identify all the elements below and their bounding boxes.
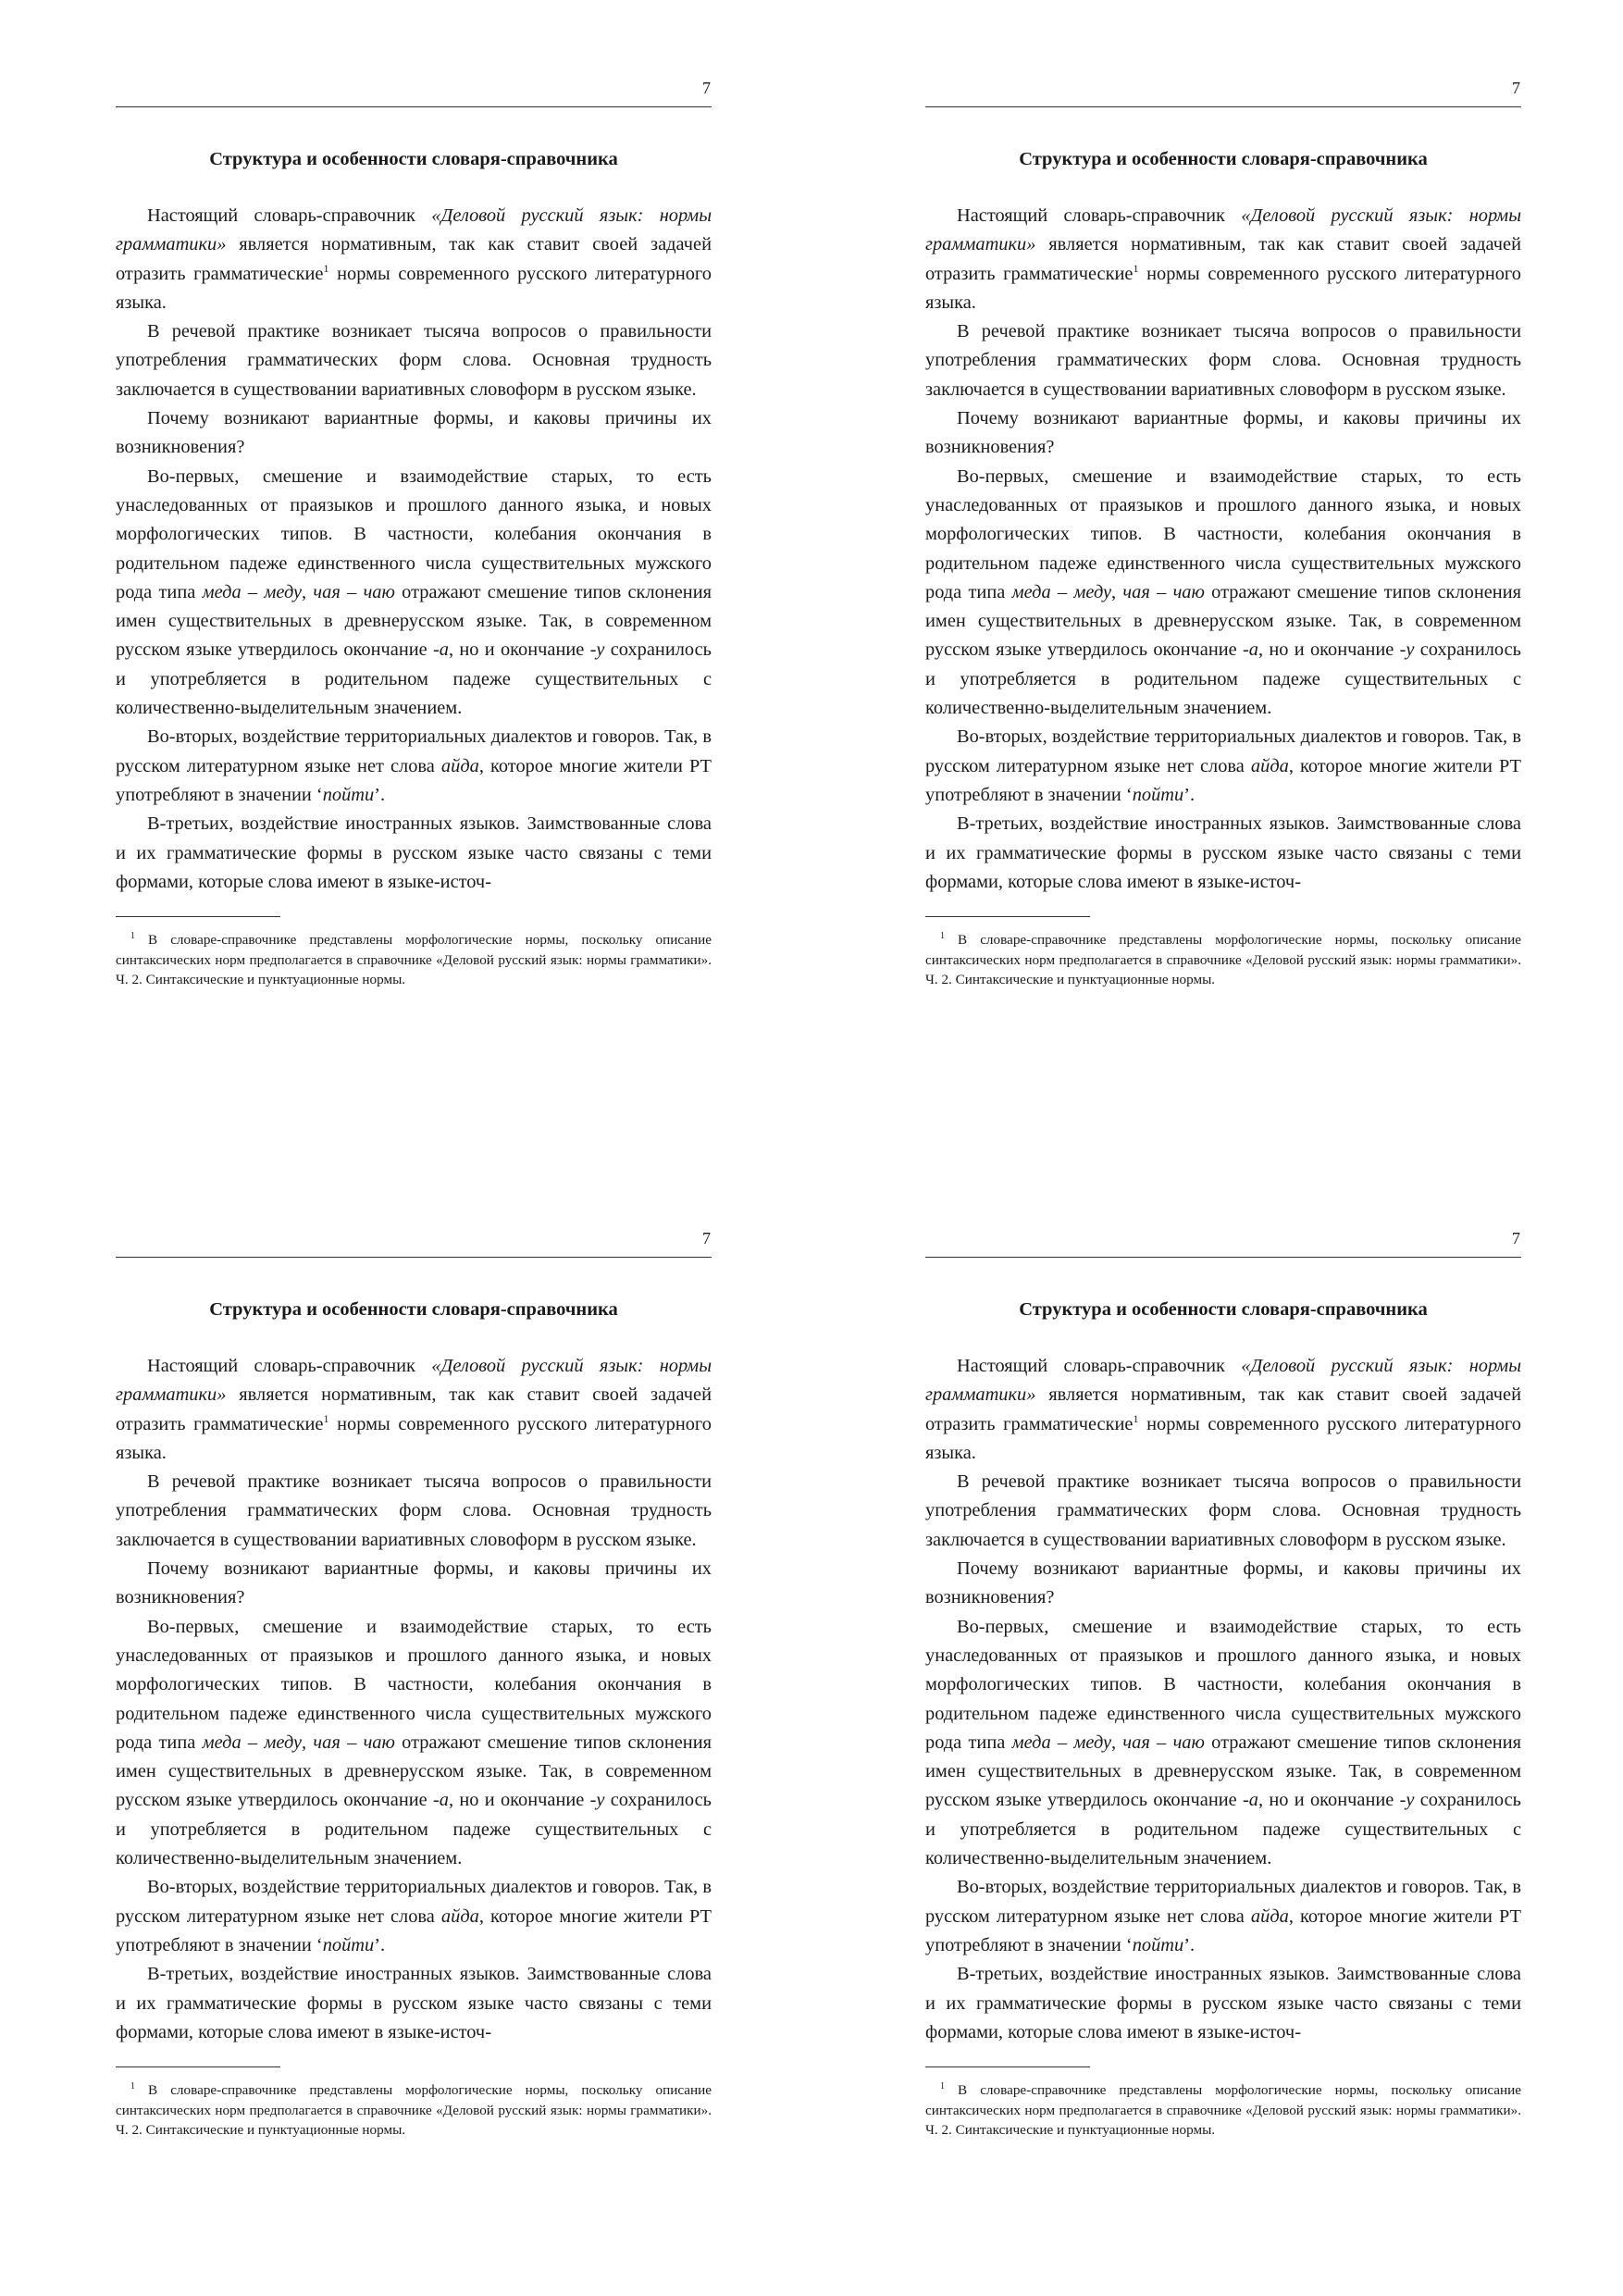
section-title: Структура и особенности словаря-справочника [1019, 1299, 1428, 1320]
italic-term: -у [1399, 639, 1415, 661]
paragraph [925, 1555, 1521, 1613]
paragraph [116, 1960, 712, 2047]
footnote-ref: 1 [1133, 1411, 1139, 1425]
text-run: отражают смешение типов склонения имен существительных в древнерусском языке. Так, в современном русском языке утвердилось окончание [925, 581, 1522, 661]
paragraph [925, 1873, 1521, 1960]
footnote-text: В словаре-справочнике представлены морфологические нормы, поскольку описание синтаксических норм предполагается в справочнике «Деловой русский язык: нормы грамматики». Ч. 2. Синтаксические и пунктуационные нормы. [116, 932, 712, 988]
italic-term: -а [433, 639, 449, 661]
text-run: В речевой практике возникает тысяча вопросов о правильности употребления грамматических форм слова. Основная трудность заключается в существовании вариативных словоформ в русском языке. [116, 321, 712, 400]
page-number: 7 [1512, 79, 1520, 97]
body-text [116, 1352, 712, 2047]
text-run: является нормативным, так как ставит своей задачей отразить грамматические [116, 234, 712, 284]
footnote-mark: 1 [130, 2081, 135, 2092]
italic-term: чая – чаю [1122, 581, 1205, 602]
page-top-right [925, 78, 1521, 990]
body-text [925, 1352, 1521, 2047]
page-top-left [116, 78, 712, 990]
section-title: Структура и особенности словаря-справочника [209, 1299, 618, 1320]
text-run: , [1111, 581, 1123, 602]
italic-term: чая – чаю [313, 581, 395, 602]
italic-term: меда – меду [1011, 581, 1112, 602]
text-run: , которое многие жители РТ употребляют в значении ‘ [925, 1905, 1522, 1955]
section-title: Структура и особенности словаря-справочника [209, 149, 618, 169]
italic-term: айда [1250, 1905, 1289, 1927]
text-run: Почему возникают вариантные формы, и каковы причины их возникновения? [925, 408, 1521, 458]
text-run: Почему возникают вариантные формы, и каковы причины их возникновения? [116, 1558, 712, 1608]
paragraph [925, 317, 1521, 404]
text-run: Во-первых, смешение и взаимодействие старых, то есть унаследованных от праязыков и прошлого данного языка, и новых морфологических типов. В частности, колебания окончания в родительном падеже единственного числа существительных мужского рода типа [116, 465, 712, 602]
footnote-text: В словаре-справочнике представлены морфологические нормы, поскольку описание синтаксических норм предполагается в справочнике «Деловой русский язык: нормы грамматики». Ч. 2. Синтаксические и пунктуационные нормы. [116, 2082, 712, 2139]
paragraph [925, 723, 1521, 810]
footnote-mark: 1 [940, 931, 945, 942]
footnote-rule [116, 916, 280, 917]
italic-term: меда – меду [202, 1731, 303, 1753]
paragraph [925, 202, 1521, 317]
italic-term: -у [1399, 1790, 1415, 1811]
paragraph [116, 463, 712, 724]
page-number: 7 [1512, 1229, 1520, 1247]
italic-term: «Деловой русский язык: нормы грамматики» [925, 205, 1522, 255]
text-run: нормы современного русского литературного языка. [116, 263, 712, 313]
paragraph [925, 1960, 1521, 2047]
footnote-text: В словаре-справочнике представлены морфологические нормы, поскольку описание синтаксических норм предполагается в справочнике «Деловой русский язык: нормы грамматики». Ч. 2. Синтаксические и пунктуационные нормы. [925, 2082, 1521, 2139]
text-run: ’. [374, 784, 386, 805]
paragraph [116, 810, 712, 897]
paragraph [116, 317, 712, 404]
text-run: сохранилось и употребляется в родительном падеже существительных с количественно-выделительным значением. [925, 639, 1521, 719]
text-run: сохранилось и употребляется в родительном падеже существительных с количественно-выделительным значением. [116, 1790, 712, 1869]
text-run: , [1111, 1731, 1123, 1753]
paragraph [116, 202, 712, 317]
page-number: 7 [702, 79, 711, 97]
text-run: ’. [1183, 1934, 1196, 1955]
text-run: Настоящий словарь-справочник [957, 1356, 1242, 1376]
footnote-text: В словаре-справочнике представлены морфологические нормы, поскольку описание синтаксических норм предполагается в справочнике «Деловой русский язык: нормы грамматики». Ч. 2. Синтаксические и пунктуационные нормы. [925, 932, 1521, 988]
text-run: Во-вторых, воздействие территориальных диалектов и говоров. Так, в русском литературном языке нет слова [925, 1877, 1521, 1927]
paragraph [116, 723, 712, 810]
page-bottom-left [116, 1228, 712, 2141]
footnote [116, 930, 712, 990]
text-run: ’. [374, 1934, 386, 1955]
text-run: В-третьих, воздействие иностранных языков. Заимствованные слова и их грамматические формы в русском языке часто связаны с теми формами, которые слова имеют в языке-источ- [925, 813, 1521, 892]
header-rule [925, 106, 1521, 107]
italic-term: меда – меду [1011, 1731, 1112, 1753]
text-run: , которое многие жители РТ употребляют в значении ‘ [116, 1905, 712, 1955]
italic-term: пойти [1132, 784, 1184, 805]
text-run: сохранилось и употребляется в родительном падеже существительных с количественно-выделительным значением. [116, 639, 712, 719]
footnote-ref: 1 [323, 261, 329, 275]
italic-term: пойти [1132, 1934, 1184, 1955]
paragraph [116, 1555, 712, 1613]
text-run: является нормативным, так как ставит своей задачей отразить грамматические [116, 1384, 712, 1434]
header-rule [116, 106, 712, 107]
italic-term: -а [433, 1790, 449, 1811]
text-run: , но и окончание [449, 1790, 590, 1811]
footnote [925, 930, 1521, 990]
text-run: Во-вторых, воздействие территориальных диалектов и говоров. Так, в русском литературном языке нет слова [116, 1877, 712, 1927]
paragraph [925, 1468, 1521, 1555]
paragraph [116, 1613, 712, 1874]
footnote-rule [116, 2066, 280, 2067]
text-run: Во-первых, смешение и взаимодействие старых, то есть унаследованных от праязыков и прошлого данного языка, и новых морфологических типов. В частности, колебания окончания в родительном падеже единственного числа существительных мужского рода типа [116, 1616, 712, 1753]
italic-term: меда – меду [202, 581, 303, 602]
text-run: Во-первых, смешение и взаимодействие старых, то есть унаследованных от праязыков и прошлого данного языка, и новых морфологических типов. В частности, колебания окончания в родительном падеже единственного числа существительных мужского рода типа [925, 465, 1521, 602]
text-run: ’. [1183, 784, 1196, 805]
text-run: , которое многие жители РТ употребляют в значении ‘ [925, 755, 1522, 805]
italic-term: -у [589, 1790, 605, 1811]
italic-term: -а [1243, 639, 1258, 661]
italic-term: чая – чаю [313, 1731, 395, 1753]
italic-term: -а [1243, 1790, 1258, 1811]
section-title: Структура и особенности словаря-справочника [1019, 149, 1428, 169]
text-run: , но и окончание [1258, 1790, 1400, 1811]
text-run: , но и окончание [449, 639, 590, 661]
text-run: , [302, 581, 314, 602]
text-run: отражают смешение типов склонения имен существительных в древнерусском языке. Так, в современном русском языке утвердилось окончание [925, 1731, 1522, 1811]
text-run: В речевой практике возникает тысяча вопросов о правильности употребления грамматических форм слова. Основная трудность заключается в существовании вариативных словоформ в русском языке. [116, 1471, 712, 1550]
text-run: является нормативным, так как ставит своей задачей отразить грамматические [925, 234, 1521, 284]
text-run: отражают смешение типов склонения имен существительных в древнерусском языке. Так, в современном русском языке утвердилось окончание [116, 581, 712, 661]
text-run: В-третьих, воздействие иностранных языков. Заимствованные слова и их грамматические формы в русском языке часто связаны с теми формами, которые слова имеют в языке-источ- [116, 1964, 712, 2042]
footnote-rule [925, 916, 1090, 917]
paragraph [116, 1468, 712, 1555]
text-run: сохранилось и употребляется в родительном падеже существительных с количественно-выделительным значением. [925, 1790, 1521, 1869]
italic-term: «Деловой русский язык: нормы грамматики» [925, 1356, 1522, 1406]
text-run: Во-первых, смешение и взаимодействие старых, то есть унаследованных от праязыков и прошлого данного языка, и новых морфологических типов. В частности, колебания окончания в родительном падеже единственного числа существительных мужского рода типа [925, 1616, 1521, 1753]
italic-term: айда [440, 755, 479, 776]
italic-term: «Деловой русский язык: нормы грамматики» [116, 1356, 712, 1406]
paragraph [925, 1613, 1521, 1874]
header-rule [116, 1257, 712, 1258]
paragraph [116, 1873, 712, 1960]
italic-term: айда [440, 1905, 479, 1927]
header-rule [925, 1257, 1521, 1258]
text-run: нормы современного русского литературного языка. [925, 263, 1521, 313]
italic-term: айда [1250, 755, 1289, 776]
footnote-ref: 1 [1133, 261, 1139, 275]
text-run: отражают смешение типов склонения имен существительных в древнерусском языке. Так, в современном русском языке утвердилось окончание [116, 1731, 712, 1811]
footnote-rule [925, 2066, 1090, 2067]
paragraph [925, 1352, 1521, 1468]
body-text [925, 202, 1521, 897]
text-run: Настоящий словарь-справочник [147, 1356, 432, 1376]
italic-term: пойти [322, 1934, 375, 1955]
text-run: В-третьих, воздействие иностранных языков. Заимствованные слова и их грамматические формы в русском языке часто связаны с теми формами, которые слова имеют в языке-источ- [116, 813, 712, 892]
footnote [116, 2080, 712, 2141]
text-run: является нормативным, так как ставит своей задачей отразить грамматические [925, 1384, 1521, 1434]
text-run: , которое многие жители РТ употребляют в значении ‘ [116, 755, 712, 805]
footnote-mark: 1 [940, 2081, 945, 2092]
text-run: Почему возникают вариантные формы, и каковы причины их возникновения? [116, 408, 712, 458]
text-run: нормы современного русского литературного языка. [116, 1413, 712, 1463]
italic-term: чая – чаю [1122, 1731, 1205, 1753]
paragraph [925, 810, 1521, 897]
italic-term: «Деловой русский язык: нормы грамматики» [116, 205, 712, 255]
paragraph [925, 463, 1521, 724]
text-run: Во-вторых, воздействие территориальных диалектов и говоров. Так, в русском литературном языке нет слова [925, 726, 1521, 776]
text-run: , [302, 1731, 314, 1753]
italic-term: пойти [322, 784, 375, 805]
paragraph [116, 1352, 712, 1468]
text-run: , но и окончание [1258, 639, 1400, 661]
text-run: Во-вторых, воздействие территориальных диалектов и говоров. Так, в русском литературном языке нет слова [116, 726, 712, 776]
text-run: нормы современного русского литературного языка. [925, 1413, 1521, 1463]
body-text [116, 202, 712, 897]
footnote-mark: 1 [130, 931, 135, 942]
paragraph [925, 404, 1521, 463]
page-number: 7 [702, 1229, 711, 1247]
footnote-ref: 1 [323, 1411, 329, 1425]
footnote [925, 2080, 1521, 2141]
text-run: Настоящий словарь-справочник [147, 205, 432, 226]
italic-term: -у [589, 639, 605, 661]
text-run: В речевой практике возникает тысяча вопросов о правильности употребления грамматических форм слова. Основная трудность заключается в существовании вариативных словоформ в русском языке. [925, 1471, 1521, 1550]
paragraph [116, 404, 712, 463]
text-run: В речевой практике возникает тысяча вопросов о правильности употребления грамматических форм слова. Основная трудность заключается в существовании вариативных словоформ в русском языке. [925, 321, 1521, 400]
text-run: Настоящий словарь-справочник [957, 205, 1242, 226]
text-run: Почему возникают вариантные формы, и каковы причины их возникновения? [925, 1558, 1521, 1608]
text-run: В-третьих, воздействие иностранных языков. Заимствованные слова и их грамматические формы в русском языке часто связаны с теми формами, которые слова имеют в языке-источ- [925, 1964, 1521, 2042]
page-bottom-right [925, 1228, 1521, 2141]
